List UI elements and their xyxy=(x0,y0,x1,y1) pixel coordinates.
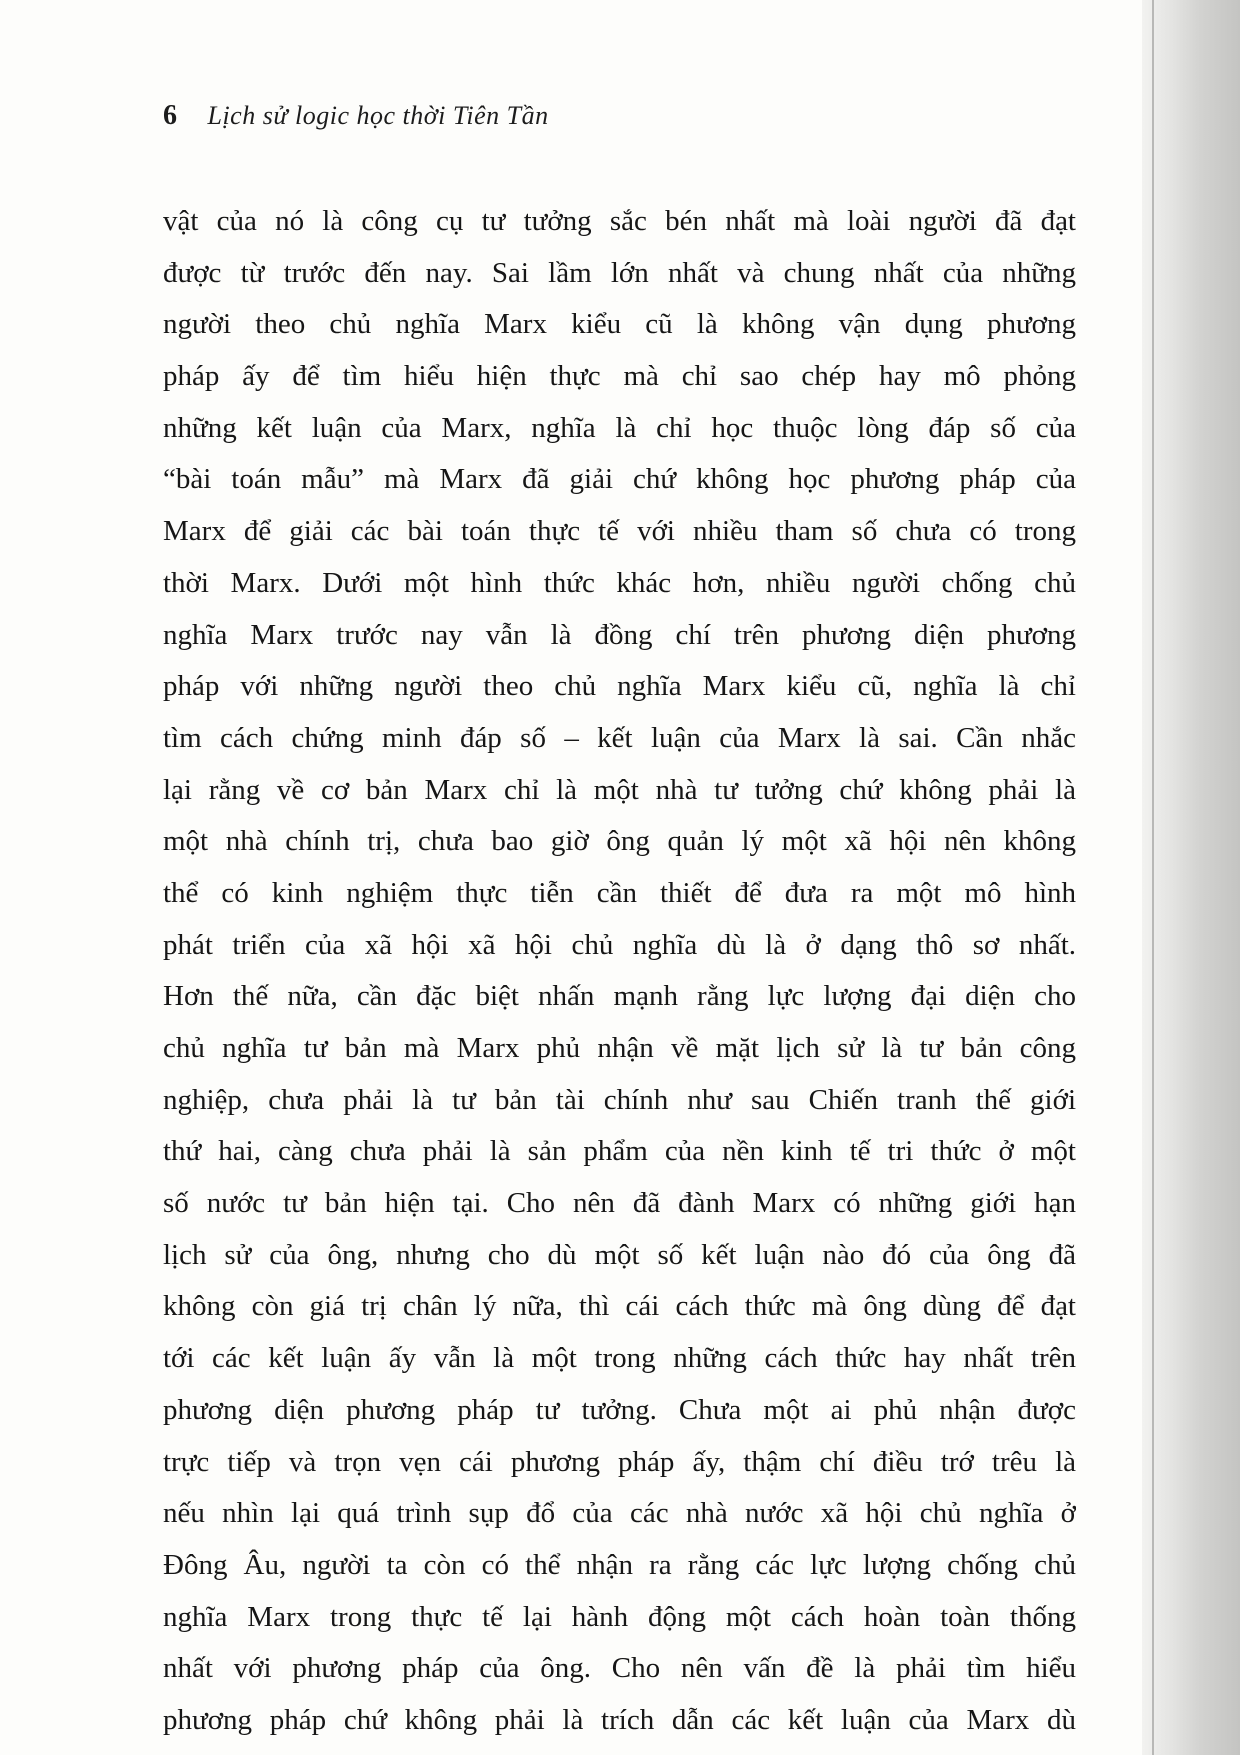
text-line: chủ nghĩa tư bản mà Marx phủ nhận về mặt lịch sử là tư bản công xyxy=(163,1032,1076,1064)
text-line: được từ trước đến nay. Sai lầm lớn nhất và chung nhất của những xyxy=(163,256,1076,289)
text-line: nhất với phương pháp của ông. Cho nên vấn đề là phải tìm hiểu xyxy=(163,1652,1076,1685)
text-line: thể có kinh nghiệm thực tiễn cần thiết để đưa ra một mô hình xyxy=(163,876,1076,909)
text-line: tới các kết luận ấy vẫn là một trong những cách thức hay nhất trên xyxy=(163,1342,1076,1375)
text-line: tìm cách chứng minh đáp số – kết luận của Marx là sai. Cần nhắc xyxy=(163,721,1076,754)
text-line: thời Marx. Dưới một hình thức khác hơn, nhiều người chống chủ xyxy=(163,566,1076,599)
text-line: Hơn thế nữa, cần đặc biệt nhấn mạnh rằng lực lượng đại diện cho xyxy=(163,980,1076,1013)
page-edge-line xyxy=(1152,0,1154,1755)
running-head-title: Lịch sử logic học thời Tiên Tần xyxy=(207,101,549,130)
text-line: nghiệp, chưa phải là tư bản tài chính như sau Chiến tranh thế giới xyxy=(163,1083,1076,1116)
text-line: trực tiếp và trọn vẹn cái phương pháp ấy, thậm chí điều trớ trêu là xyxy=(163,1445,1076,1478)
text-line: phương pháp chứ không phải là trích dẫn các kết luận của Marx dù xyxy=(163,1703,1076,1736)
text-line: một nhà chính trị, chưa bao giờ ông quản lý một xã hội nên không xyxy=(163,825,1076,858)
text-line: “bài toán mẫu” mà Marx đã giải chứ không học phương pháp của xyxy=(163,463,1076,496)
page-edge-shadow xyxy=(1142,0,1240,1755)
text-line: số nước tư bản hiện tại. Cho nên đã đành Marx có những giới hạn xyxy=(163,1187,1076,1220)
text-line: những kết luận của Marx, nghĩa là chỉ học thuộc lòng đáp số của xyxy=(163,411,1076,444)
text-line: lịch sử của ông, nhưng cho dù một số kết luận nào đó của ông đã xyxy=(163,1238,1076,1271)
text-line: phương diện phương pháp tư tưởng. Chưa một ai phủ nhận được xyxy=(163,1393,1076,1426)
text-line: nghĩa Marx trước nay vẫn là đồng chí trên phương diện phương xyxy=(163,618,1076,651)
text-line: lại rằng về cơ bản Marx chỉ là một nhà tư tưởng chứ không phải là xyxy=(163,773,1076,806)
body-text xyxy=(163,196,1076,1747)
text-line: Đông Âu, người ta còn có thể nhận ra rằng các lực lượng chống chủ xyxy=(163,1548,1076,1581)
text-line: nghĩa Marx trong thực tế lại hành động một cách hoàn toàn thống xyxy=(163,1600,1076,1633)
text-line: pháp ấy để tìm hiểu hiện thực mà chỉ sao chép hay mô phỏng xyxy=(163,360,1076,393)
text-line: không còn giá trị chân lý nữa, thì cái cách thức mà ông dùng để đạt xyxy=(163,1290,1076,1323)
text-line: thứ hai, càng chưa phải là sản phẩm của nền kinh tế tri thức ở một xyxy=(163,1135,1076,1168)
text-line: người theo chủ nghĩa Marx kiểu cũ là không vận dụng phương xyxy=(163,308,1076,341)
text-line: nếu nhìn lại quá trình sụp đổ của các nhà nước xã hội chủ nghĩa ở xyxy=(163,1497,1076,1530)
running-head xyxy=(163,100,549,132)
page-number: 6 xyxy=(163,100,177,131)
text-line: Marx để giải các bài toán thực tế với nhiều tham số chưa có trong xyxy=(163,515,1076,548)
text-line: phát triển của xã hội xã hội chủ nghĩa dù là ở dạng thô sơ nhất. xyxy=(163,928,1076,961)
text-line: vật của nó là công cụ tư tưởng sắc bén nhất mà loài người đã đạt xyxy=(163,205,1076,237)
text-line: pháp với những người theo chủ nghĩa Marx kiểu cũ, nghĩa là chỉ xyxy=(163,670,1076,703)
